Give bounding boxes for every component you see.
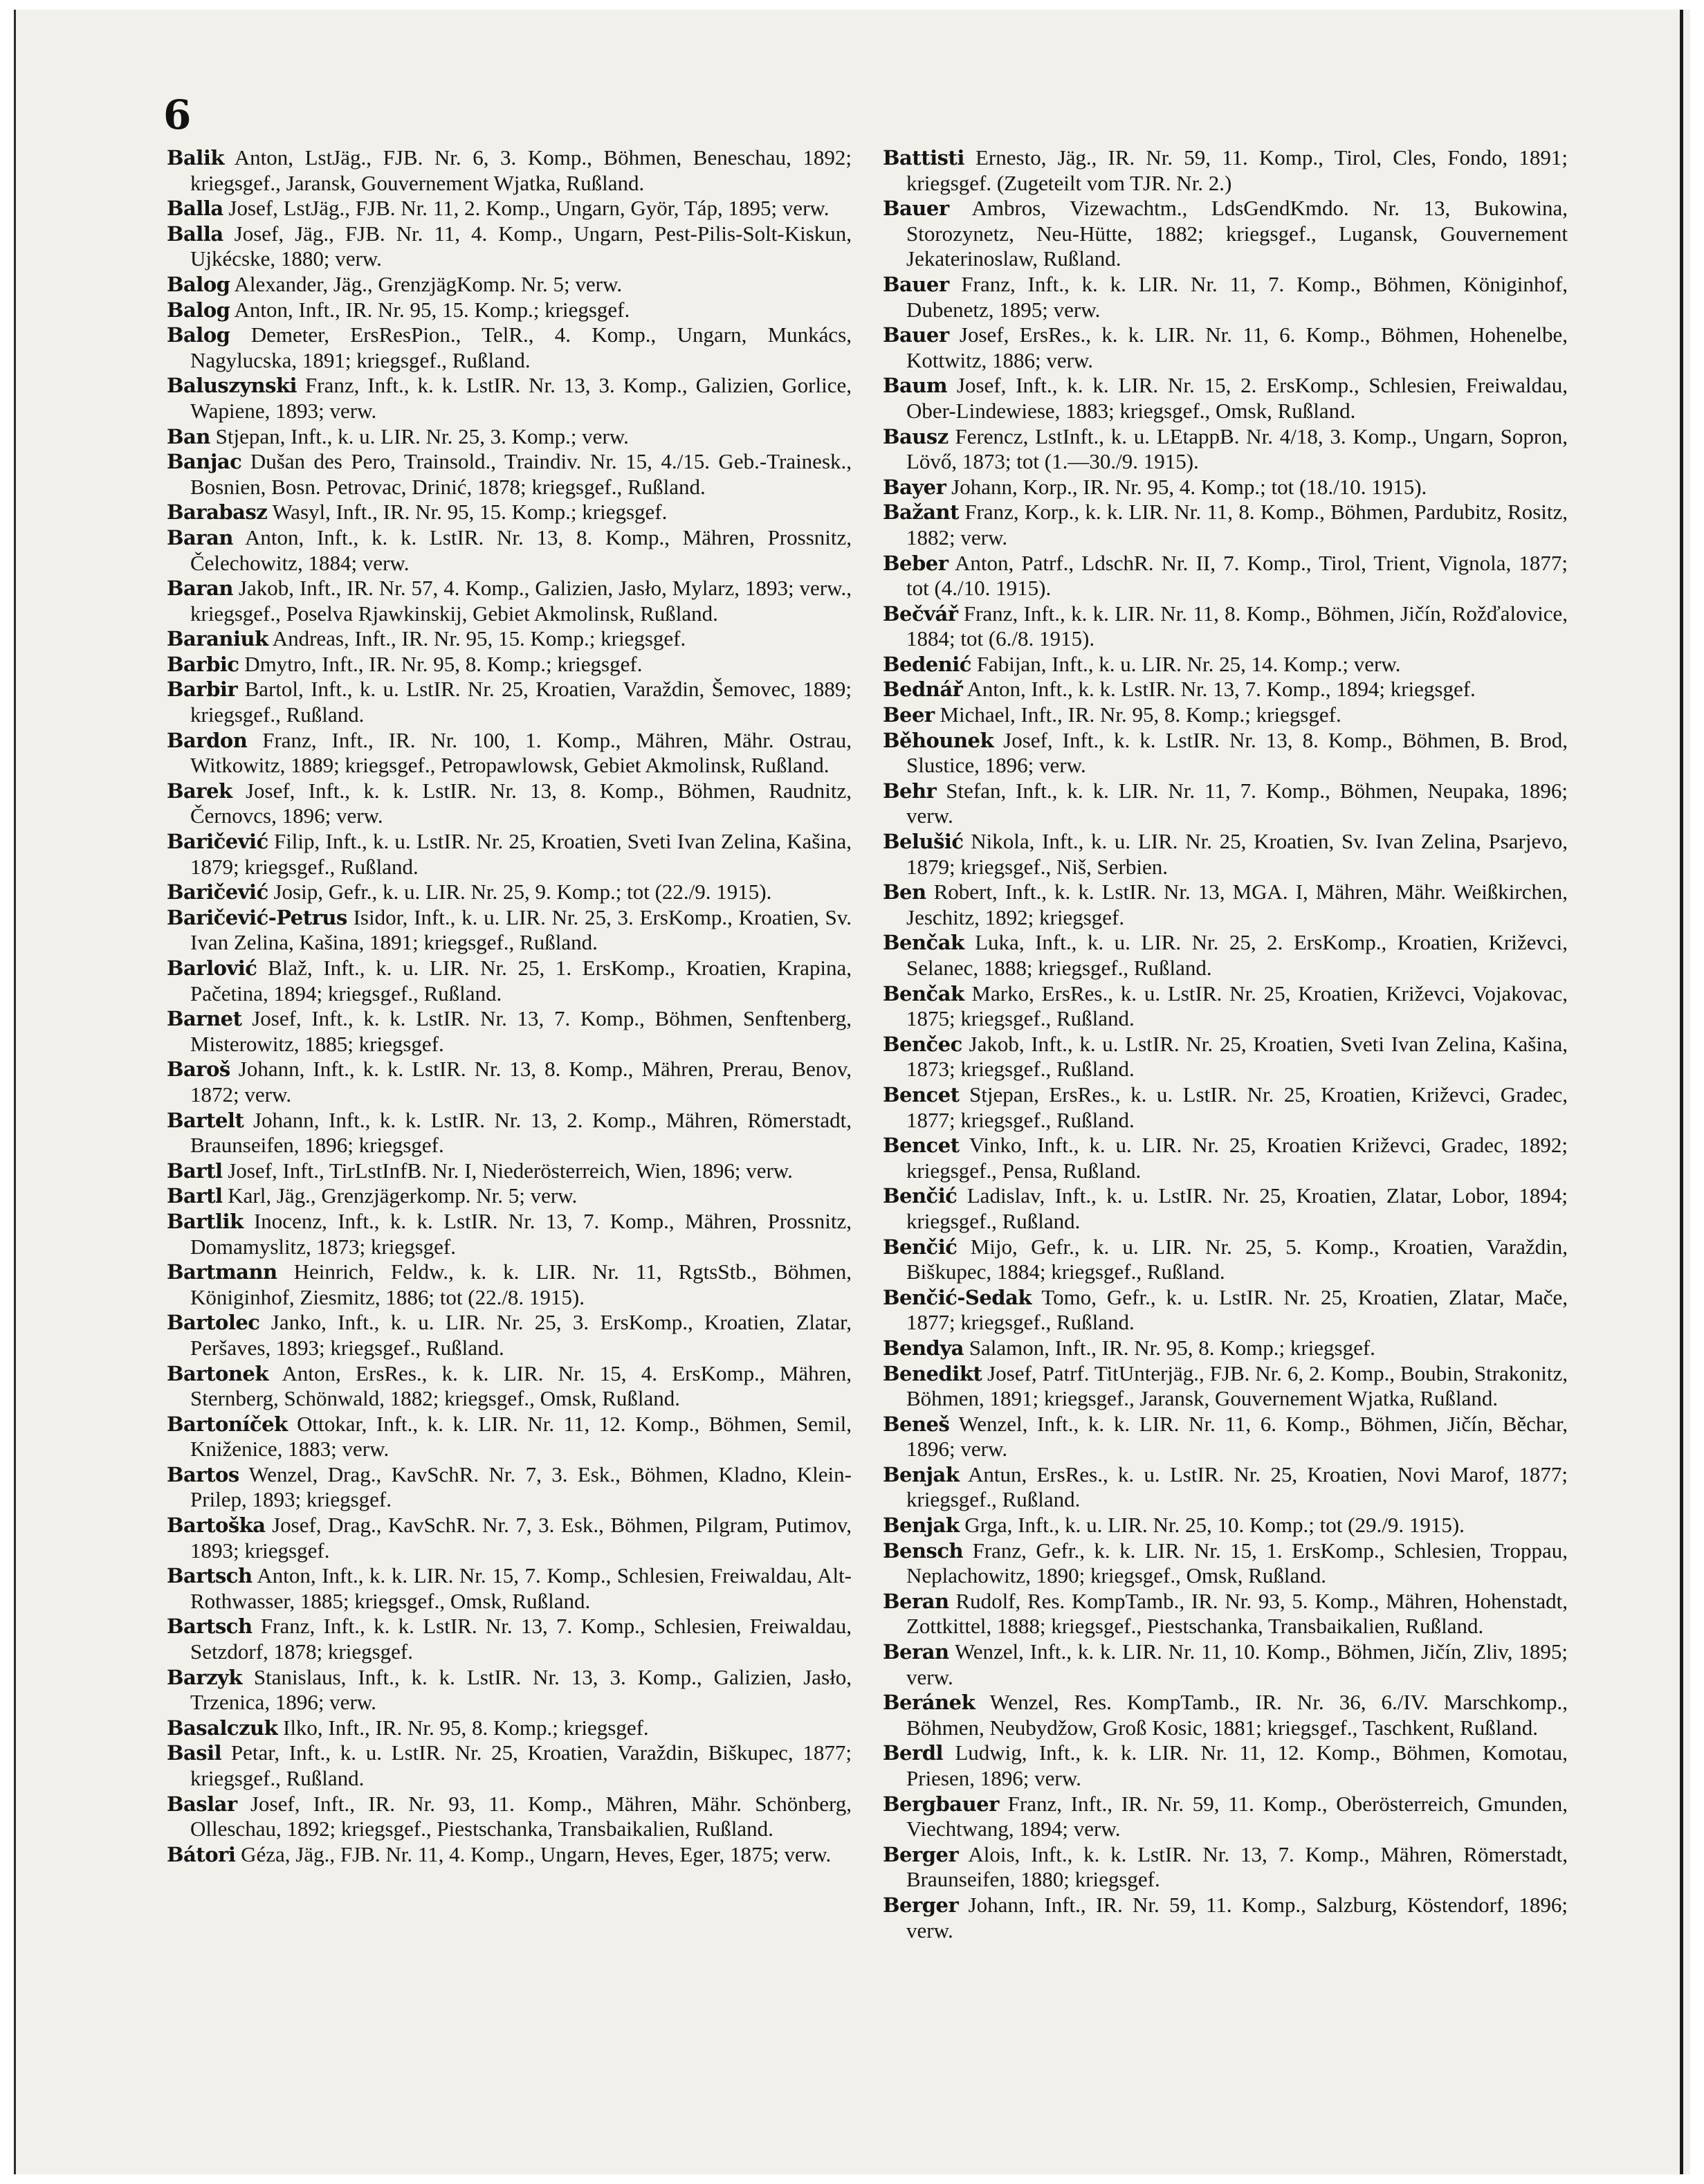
list-entry <box>167 196 852 221</box>
list-entry <box>167 1108 852 1158</box>
list-entry <box>167 272 852 298</box>
entry-details: Anton, Inft., k. k. LIR. Nr. 15, 7. Komp., Schlesien, Freiwaldau, Alt-Rothwasser, 1885; kriegsgef., Omsk, Rußland. <box>190 1563 852 1613</box>
entry-details: Josef, Inft., k. k. LstIR. Nr. 13, 7. Komp., Böhmen, Senftenberg, Misterowitz, 1885; kriegsgef. <box>190 1006 852 1056</box>
entry-details: Tomo, Gefr., k. u. LstIR. Nr. 25, Kroatien, Zlatar, Mače, 1877; kriegsgef., Rußland. <box>906 1284 1568 1335</box>
scan-edge-left <box>14 10 16 2174</box>
entry-details: Wenzel, Inft., k. k. LIR. Nr. 11, 10. Komp., Böhmen, Jičín, Zliv, 1895; verw. <box>906 1639 1568 1689</box>
entry-details: Anton, Inft., k. k. LstIR. Nr. 13, 7. Komp., 1894; kriegsgef. <box>966 677 1476 702</box>
entry-details: Wenzel, Res. KompTamb., IR. Nr. 36, 6./IV. Marschkomp., Böhmen, Neubydžow, Groß Kosic, 1881; kriegsgef., Taschkent, Rußland. <box>906 1690 1568 1740</box>
list-entry <box>883 196 1568 272</box>
list-entry <box>883 500 1568 550</box>
list-entry <box>167 1183 852 1209</box>
list-entry <box>167 1259 852 1310</box>
entry-surname: Bartl <box>167 1184 223 1208</box>
entry-surname: Baroš <box>167 1057 230 1082</box>
entry-surname: Běhounek <box>883 728 994 752</box>
entry-surname: Bencet <box>883 1134 960 1158</box>
entry-details: Johann, Korp., IR. Nr. 95, 4. Komp.; tot (18./10. 1915). <box>951 474 1427 499</box>
entry-surname: Benjak <box>883 1513 960 1538</box>
list-entry <box>883 1361 1568 1412</box>
entry-details: Marko, ErsRes., k. u. LstIR. Nr. 25, Kroatien, Križevci, Vojakovac, 1875; kriegsgef., Rußland. <box>906 981 1568 1031</box>
entry-details: Vinko, Inft., k. u. LIR. Nr. 25, Kroatien Križevci, Gradec, 1892; kriegsgef., Pensa, Rußland. <box>906 1133 1568 1183</box>
entry-details: Ottokar, Inft., k. k. LIR. Nr. 11, 12. Komp., Böhmen, Semil, Kniženice, 1883; verw. <box>190 1411 852 1462</box>
entry-surname: Baran <box>167 525 233 549</box>
entry-details: Salamon, Inft., IR. Nr. 95, 8. Komp.; kriegsgef. <box>969 1335 1375 1360</box>
entry-details: Anton, Inft., IR. Nr. 95, 15. Komp.; kriegsgef. <box>234 297 630 322</box>
entry-surname: Bartsch <box>167 1614 253 1639</box>
entry-details: Anton, Inft., k. k. LstIR. Nr. 13, 8. Komp., Mähren, Prossnitz, Čelechowitz, 1884; verw. <box>190 525 852 575</box>
list-entry <box>167 1792 852 1842</box>
list-entry <box>167 779 852 829</box>
entry-surname: Battisti <box>883 146 964 170</box>
list-entry <box>883 1462 1568 1513</box>
entry-surname: Berger <box>883 1842 959 1866</box>
entry-surname: Bartelt <box>167 1108 244 1132</box>
entry-details: Franz, Inft., k. k. LIR. Nr. 11, 7. Komp., Böhmen, Königinhof, Dubenetz, 1895; verw. <box>906 271 1568 322</box>
entry-surname: Benčić <box>883 1184 958 1208</box>
entry-details: Alexander, Jäg., GrenzjägKomp. Nr. 5; verw. <box>234 271 623 296</box>
entry-details: Dušan des Pero, Trainsold., Traindiv. Nr. 15, 4./15. Geb.-Trainesk., Bosnien, Bosn. Petrovac, Drinić, 1878; kriegsgef., Rußland. <box>190 449 852 499</box>
list-entry <box>883 1412 1568 1462</box>
list-entry <box>167 221 852 272</box>
list-entry <box>167 1665 852 1716</box>
entry-details: Filip, Inft., k. u. LstIR. Nr. 25, Kroatien, Sveti Ivan Zelina, Kašina, 1879; kriegsgef., Rußland. <box>190 829 852 879</box>
entry-details: Bartol, Inft., k. u. LstIR. Nr. 25, Kroatien, Varaždin, Šemovec, 1889; kriegsgef., Rußland. <box>190 677 852 727</box>
entry-surname: Balog <box>167 272 230 296</box>
entry-surname: Baraniuk <box>167 627 268 651</box>
entry-details: Wasyl, Inft., IR. Nr. 95, 15. Komp.; kriegsgef. <box>272 500 668 525</box>
list-entry <box>167 424 852 450</box>
entry-details: Mijo, Gefr., k. u. LIR. Nr. 25, 5. Komp., Kroatien, Varaždin, Biškupec, 1884; kriegsgef., Rußland. <box>906 1234 1568 1284</box>
list-entry <box>883 272 1568 322</box>
list-entry <box>883 475 1568 500</box>
list-entry <box>883 373 1568 424</box>
entry-details: Anton, LstJäg., FJB. Nr. 6, 3. Komp., Böhmen, Beneschau, 1892; kriegsgef., Jaransk, Gouvernement Wjatka, Rußland. <box>190 145 852 195</box>
list-entry <box>167 449 852 500</box>
entry-surname: Baran <box>167 576 233 601</box>
entry-surname: Belušić <box>883 830 964 854</box>
entry-details: Ambros, Vizewachtm., LdsGendKmdo. Nr. 13, Bukowina, Storozynetz, Neu-Hütte, 1882; kriegsgef., Lugansk, Gouvernement Jekaterinoslaw, Rußland. <box>906 196 1568 271</box>
list-entry <box>883 601 1568 652</box>
entry-details: Franz, Inft., k. k. LstIR. Nr. 13, 3. Komp., Galizien, Gorlice, Wapiene, 1893; verw. <box>190 373 852 423</box>
entry-details: Géza, Jäg., FJB. Nr. 11, 4. Komp., Ungarn, Heves, Eger, 1875; verw. <box>241 1841 832 1866</box>
entry-details: Franz, Korp., k. k. LIR. Nr. 11, 8. Komp., Böhmen, Pardubitz, Rositz, 1882; verw. <box>906 500 1568 549</box>
entry-surname: Basil <box>167 1741 222 1765</box>
entry-surname: Barlović <box>167 956 257 980</box>
left-column <box>167 145 852 1867</box>
entry-surname: Bartos <box>167 1462 239 1486</box>
entry-surname: Balik <box>167 146 224 170</box>
list-entry <box>167 500 852 525</box>
entry-details: Robert, Inft., k. k. LstIR. Nr. 13, MGA. I, Mähren, Mähr. Weißkirchen, Jeschitz, 1892; kriegsgef. <box>906 880 1568 929</box>
entry-details: Ferencz, LstInft., k. u. LEtappB. Nr. 4/18, 3. Komp., Ungarn, Sopron, Lövő, 1873; tot (1.—30./9. 1915). <box>906 424 1568 474</box>
list-entry <box>883 322 1568 373</box>
list-entry <box>883 1893 1568 1943</box>
entry-surname: Bartolec <box>167 1311 260 1335</box>
list-entry <box>883 1235 1568 1285</box>
entry-details: Stefan, Inft., k. k. LIR. Nr. 11, 7. Komp., Böhmen, Neupaka, 1896; verw. <box>906 778 1568 828</box>
list-entry <box>167 880 852 905</box>
entry-details: Alois, Inft., k. k. LstIR. Nr. 13, 7. Komp., Mähren, Römerstadt, Braunseifen, 1880; kriegsgef. <box>906 1841 1568 1892</box>
entry-surname: Bartl <box>167 1158 223 1183</box>
entry-details: Johann, Inft., k. k. LstIR. Nr. 13, 2. Komp., Mähren, Römerstadt, Braunseifen, 1896; kriegsgef. <box>190 1107 852 1158</box>
entry-details: Stjepan, ErsRes., k. u. LstIR. Nr. 25, Kroatien, Križevci, Gradec, 1877; kriegsgef., Rußland. <box>906 1082 1568 1132</box>
entry-surname: Bartoška <box>167 1513 266 1538</box>
entry-details: Franz, Inft., IR. Nr. 100, 1. Komp., Mähren, Mähr. Ostrau, Witkowitz, 1889; kriegsgef., Petropawlowsk, Gebiet Akmolinsk, Rußland. <box>190 727 852 778</box>
entry-surname: Bartlik <box>167 1209 244 1233</box>
list-entry <box>167 298 852 323</box>
list-entry <box>167 1361 852 1412</box>
list-entry <box>167 677 852 727</box>
entry-details: Stanislaus, Inft., k. k. LstIR. Nr. 13, 3. Komp., Galizien, Jasło, Trzenica, 1896; verw. <box>190 1664 852 1715</box>
entry-details: Franz, Inft., k. k. LstIR. Nr. 13, 7. Komp., Schlesien, Freiwaldau, Setzdorf, 1878; kriegsgef. <box>190 1614 852 1664</box>
entry-details: Grga, Inft., k. u. LIR. Nr. 25, 10. Komp.; tot (29./9. 1915). <box>964 1513 1465 1538</box>
entry-details: Janko, Inft., k. u. LIR. Nr. 25, 3. ErsKomp., Kroatien, Zlatar, Peršaves, 1893; kriegsgef., Rußland. <box>190 1310 852 1360</box>
entry-surname: Bensch <box>883 1538 964 1563</box>
entry-surname: Bartonek <box>167 1361 268 1385</box>
list-entry <box>167 1006 852 1057</box>
entry-details: Josef, LstJäg., FJB. Nr. 11, 2. Komp., Ungarn, Györ, Táp, 1895; verw. <box>228 196 830 221</box>
entry-surname: Balla <box>167 197 223 221</box>
entry-surname: Basalczuk <box>167 1716 278 1740</box>
entry-surname: Barbic <box>167 652 239 676</box>
entry-details: Jakob, Inft., k. u. LstIR. Nr. 25, Kroatien, Sveti Ivan Zelina, Kašina, 1873; kriegsgef., Rußland. <box>906 1031 1568 1082</box>
list-entry <box>883 702 1568 728</box>
entry-surname: Barzyk <box>167 1665 242 1689</box>
list-entry <box>883 1740 1568 1791</box>
list-entry <box>167 829 852 880</box>
entry-details: Josef, Inft., k. k. LstIR. Nr. 13, 8. Komp., Böhmen, Raudnitz, Černovcs, 1896; verw. <box>190 778 852 828</box>
list-entry <box>167 1842 852 1868</box>
list-entry <box>883 652 1568 677</box>
list-entry <box>883 1690 1568 1740</box>
entry-surname: Bardon <box>167 728 248 752</box>
entry-surname: Bencet <box>883 1082 960 1107</box>
list-entry <box>167 956 852 1006</box>
entry-surname: Beran <box>883 1589 949 1613</box>
entry-surname: Beránek <box>883 1691 975 1715</box>
entry-surname: Baslar <box>167 1792 237 1816</box>
page-number: 6 <box>163 91 192 138</box>
entry-details: Dmytro, Inft., IR. Nr. 95, 8. Komp.; kriegsgef. <box>244 651 643 676</box>
entry-details: Josef, Inft., k. k. LstIR. Nr. 13, 8. Komp., Böhmen, B. Brod, Slustice, 1896; verw. <box>906 727 1568 778</box>
list-entry <box>167 525 852 576</box>
list-entry <box>167 1716 852 1741</box>
entry-details: Nikola, Inft., k. u. LIR. Nr. 25, Kroatien, Sv. Ivan Zelina, Psarjevo, 1879; kriegsgef., Niš, Serbien. <box>906 829 1568 879</box>
entry-surname: Berdl <box>883 1741 944 1765</box>
entry-details: Franz, Inft., IR. Nr. 59, 11. Komp., Oberösterreich, Gmunden, Viechtwang, 1894; verw. <box>906 1791 1568 1841</box>
entry-surname: Barnet <box>167 1007 242 1031</box>
list-entry <box>167 728 852 779</box>
entry-details: Jakob, Inft., IR. Nr. 57, 4. Komp., Galizien, Jasło, Mylarz, 1893; verw., kriegsgef., Poselva Rjawkinskij, Gebiet Akmolinsk, Rußland. <box>190 576 852 626</box>
entry-surname: Baum <box>883 374 948 398</box>
entry-surname: Bauer <box>883 323 949 347</box>
entry-details: Wenzel, Inft., k. k. LIR. Nr. 11, 6. Komp., Böhmen, Jičín, Běchar, 1896; verw. <box>906 1411 1568 1462</box>
entry-surname: Benčec <box>883 1032 962 1056</box>
entry-details: Rudolf, Res. KompTamb., IR. Nr. 93, 5. Komp., Mähren, Hohenstadt, Zottkittel, 1888; kriegsgef., Piestschanka, Transbaikalien, Rußland. <box>906 1588 1568 1639</box>
entry-details: Josef, Jäg., FJB. Nr. 11, 4. Komp., Ungarn, Pest-Pilis-Solt-Kiskun, Ujkécske, 1880; verw. <box>190 221 852 271</box>
entry-details: Anton, Patrf., LdschR. Nr. II, 7. Komp., Tirol, Trient, Vignola, 1877; tot (4./10. 1915). <box>906 550 1568 601</box>
entry-details: Franz, Inft., k. k. LIR. Nr. 11, 8. Komp., Böhmen, Jičín, Rožďalovice, 1884; tot (6./8. 1915). <box>906 601 1568 651</box>
entry-surname: Bausz <box>883 424 949 448</box>
entry-surname: Bažant <box>883 500 960 525</box>
entry-surname: Behr <box>883 779 937 803</box>
entry-details: Karl, Jäg., Grenzjägerkomp. Nr. 5; verw. <box>228 1183 578 1208</box>
entry-details: Josef, Inft., IR. Nr. 93, 11. Komp., Mähren, Mähr. Schönberg, Olleschau, 1892; kriegsgef., Piestschanka, Transbaikalien, Rußland. <box>190 1791 852 1841</box>
entry-surname: Bauer <box>883 272 949 296</box>
entry-details: Johann, Inft., k. k. LstIR. Nr. 13, 8. Komp., Mähren, Prerau, Benov, 1872; verw. <box>190 1057 852 1107</box>
entry-details: Michael, Inft., IR. Nr. 95, 8. Komp.; kriegsgef. <box>940 702 1341 727</box>
entry-details: Ladislav, Inft., k. u. LstIR. Nr. 25, Kroatien, Zlatar, Lobor, 1894; kriegsgef., Rußland. <box>906 1183 1568 1233</box>
scanned-page <box>14 10 1690 2174</box>
entry-details: Stjepan, Inft., k. u. LIR. Nr. 25, 3. Komp.; verw. <box>215 424 629 448</box>
list-entry <box>167 1614 852 1664</box>
entry-surname: Bendya <box>883 1336 964 1360</box>
list-entry <box>167 1513 852 1563</box>
entry-surname: Beneš <box>883 1412 950 1436</box>
list-entry <box>167 1209 852 1259</box>
entry-details: Josef, ErsRes., k. k. LIR. Nr. 11, 6. Komp., Böhmen, Hohenelbe, Kottwitz, 1886; verw. <box>906 322 1568 372</box>
list-entry <box>883 551 1568 601</box>
entry-surname: Bayer <box>883 475 946 499</box>
entry-surname: Baričević-Petrus <box>167 905 347 929</box>
list-entry <box>167 373 852 424</box>
entry-surname: Bednář <box>883 677 963 702</box>
entry-surname: Ben <box>883 880 926 904</box>
entry-details: Demeter, ErsResPion., TelR., 4. Komp., Ungarn, Munkács, Nagylucska, 1891; kriegsgef., Rußland. <box>190 322 852 372</box>
list-entry <box>167 905 852 956</box>
list-entry <box>883 930 1568 981</box>
list-entry <box>883 1589 1568 1639</box>
list-entry <box>167 145 852 196</box>
entry-surname: Benedikt <box>883 1361 982 1385</box>
list-entry <box>883 1792 1568 1842</box>
entry-surname: Bauer <box>883 197 949 221</box>
list-entry <box>883 1336 1568 1361</box>
entry-surname: Bartsch <box>167 1564 253 1588</box>
list-entry <box>167 652 852 677</box>
list-entry <box>883 880 1568 930</box>
entry-surname: Barek <box>167 779 232 803</box>
entry-surname: Ban <box>167 424 210 448</box>
entry-details: Luka, Inft., k. u. LIR. Nr. 25, 2. ErsKomp., Kroatien, Križevci, Selanec, 1888; kriegsgef., Rußland. <box>906 930 1568 980</box>
entry-details: Andreas, Inft., IR. Nr. 95, 15. Komp.; kriegsgef. <box>272 626 686 651</box>
entry-surname: Benčak <box>883 981 964 1005</box>
entry-details: Josef, Patrf. TitUnterjäg., FJB. Nr. 6, 2. Komp., Boubin, Strakonitz, Böhmen, 1891; kriegsgef., Jaransk, Gouvernement Wjatka, Rußland. <box>906 1361 1568 1411</box>
list-entry <box>167 1412 852 1462</box>
entry-details: Ilko, Inft., IR. Nr. 95, 8. Komp.; kriegsgef. <box>283 1715 649 1740</box>
entry-surname: Bartoníček <box>167 1412 288 1436</box>
list-entry <box>883 1082 1568 1133</box>
list-entry <box>883 1538 1568 1589</box>
entry-details: Fabijan, Inft., k. u. LIR. Nr. 25, 14. Komp.; verw. <box>976 651 1401 676</box>
list-entry <box>883 1639 1568 1690</box>
entry-details: Josef, Drag., KavSchR. Nr. 7, 3. Esk., Böhmen, Pilgram, Putimov, 1893; kriegsgef. <box>190 1513 852 1563</box>
entry-details: Franz, Gefr., k. k. LIR. Nr. 15, 1. ErsKomp., Schlesien, Troppau, Neplachowitz, 1890; kriegsgef., Omsk, Rußland. <box>906 1538 1568 1588</box>
entry-details: Johann, Inft., IR. Nr. 59, 11. Komp., Salzburg, Köstendorf, 1896; verw. <box>906 1892 1568 1942</box>
entry-surname: Bátori <box>167 1842 236 1866</box>
entry-surname: Beran <box>883 1640 949 1664</box>
list-entry <box>883 1842 1568 1893</box>
list-entry <box>167 576 852 626</box>
entry-details: Heinrich, Feldw., k. k. LIR. Nr. 11, RgtsStb., Böhmen, Königinhof, Ziesmitz, 1886; tot (22./8. 1915). <box>190 1259 852 1309</box>
list-entry <box>883 1285 1568 1336</box>
entry-surname: Bečvář <box>883 601 958 626</box>
list-entry <box>883 1032 1568 1082</box>
entry-details: Inocenz, Inft., k. k. LstIR. Nr. 13, 7. Komp., Mähren, Prossnitz, Domamyslitz, 1873; kriegsgef. <box>190 1208 852 1259</box>
list-entry <box>167 1158 852 1184</box>
entry-details: Blaž, Inft., k. u. LIR. Nr. 25, 1. ErsKomp., Kroatien, Krapina, Pačetina, 1894; kriegsgef., Rußland. <box>190 956 852 1005</box>
entry-surname: Balog <box>167 298 230 322</box>
scan-edge-right <box>1680 10 1683 2174</box>
entry-surname: Benjak <box>883 1462 960 1486</box>
list-entry <box>883 424 1568 475</box>
list-entry <box>167 1563 852 1614</box>
entry-surname: Benčić <box>883 1235 958 1259</box>
list-entry <box>167 1462 852 1513</box>
entry-surname: Barabasz <box>167 500 268 525</box>
entry-details: Ernesto, Jäg., IR. Nr. 59, 11. Komp., Tirol, Cles, Fondo, 1891; kriegsgef. (Zugeteilt vom TJR. Nr. 2.) <box>906 145 1568 195</box>
entry-surname: Benčak <box>883 931 964 955</box>
list-entry <box>883 145 1568 196</box>
entry-details: Ludwig, Inft., k. k. LIR. Nr. 11, 12. Komp., Böhmen, Komotau, Priesen, 1896; verw. <box>906 1740 1568 1790</box>
entry-surname: Barbir <box>167 677 238 702</box>
entry-surname: Benčić-Sedak <box>883 1285 1032 1309</box>
entry-surname: Beber <box>883 551 949 575</box>
entry-details: Petar, Inft., k. u. LstIR. Nr. 25, Kroatien, Varaždin, Biškupec, 1877; kriegsgef., Rußland. <box>190 1740 852 1790</box>
entry-surname: Bedenić <box>883 652 971 676</box>
list-entry <box>883 1513 1568 1538</box>
right-column <box>883 145 1568 1943</box>
entry-surname: Bartmann <box>167 1260 277 1284</box>
list-entry <box>883 1183 1568 1234</box>
entry-details: Antun, ErsRes., k. u. LstIR. Nr. 25, Kroatien, Novi Marof, 1877; kriegsgef., Rußland. <box>906 1462 1568 1512</box>
entry-surname: Berger <box>883 1893 959 1917</box>
list-entry <box>883 677 1568 702</box>
entry-surname: Baričević <box>167 830 268 854</box>
entry-details: Josip, Gefr., k. u. LIR. Nr. 25, 9. Komp.; tot (22./9. 1915). <box>273 880 772 904</box>
list-entry <box>883 728 1568 779</box>
entry-surname: Beer <box>883 703 935 727</box>
entry-details: Isidor, Inft., k. u. LIR. Nr. 25, 3. ErsKomp., Kroatien, Sv. Ivan Zelina, Kašina, 1891; kriegsgef., Rußland. <box>190 904 852 955</box>
entry-surname: Bergbauer <box>883 1792 999 1816</box>
entry-details: Anton, ErsRes., k. k. LIR. Nr. 15, 4. ErsKomp., Mähren, Sternberg, Schönwald, 1882; kriegsgef., Omsk, Rußland. <box>190 1361 852 1411</box>
list-entry <box>883 779 1568 829</box>
entry-surname: Banjac <box>167 450 242 474</box>
list-entry <box>167 1740 852 1791</box>
list-entry <box>167 1057 852 1107</box>
entry-details: Josef, Inft., TirLstInfB. Nr. I, Niederösterreich, Wien, 1896; verw. <box>228 1158 793 1183</box>
list-entry <box>883 1133 1568 1183</box>
entry-surname: Balla <box>167 221 223 246</box>
entry-surname: Balog <box>167 323 230 347</box>
list-entry <box>883 829 1568 880</box>
entry-details: Wenzel, Drag., KavSchR. Nr. 7, 3. Esk., Böhmen, Kladno, Klein-Prilep, 1893; kriegsgef. <box>190 1462 852 1512</box>
list-entry <box>883 981 1568 1032</box>
entry-details: Josef, Inft., k. k. LIR. Nr. 15, 2. ErsKomp., Schlesien, Freiwaldau, Ober-Lindewiese, 1883; kriegsgef., Omsk, Rußland. <box>906 373 1568 423</box>
entry-surname: Baričević <box>167 880 268 904</box>
list-entry <box>167 1310 852 1361</box>
list-entry <box>167 626 852 652</box>
entry-surname: Baluszynski <box>167 374 297 398</box>
list-entry <box>167 322 852 373</box>
